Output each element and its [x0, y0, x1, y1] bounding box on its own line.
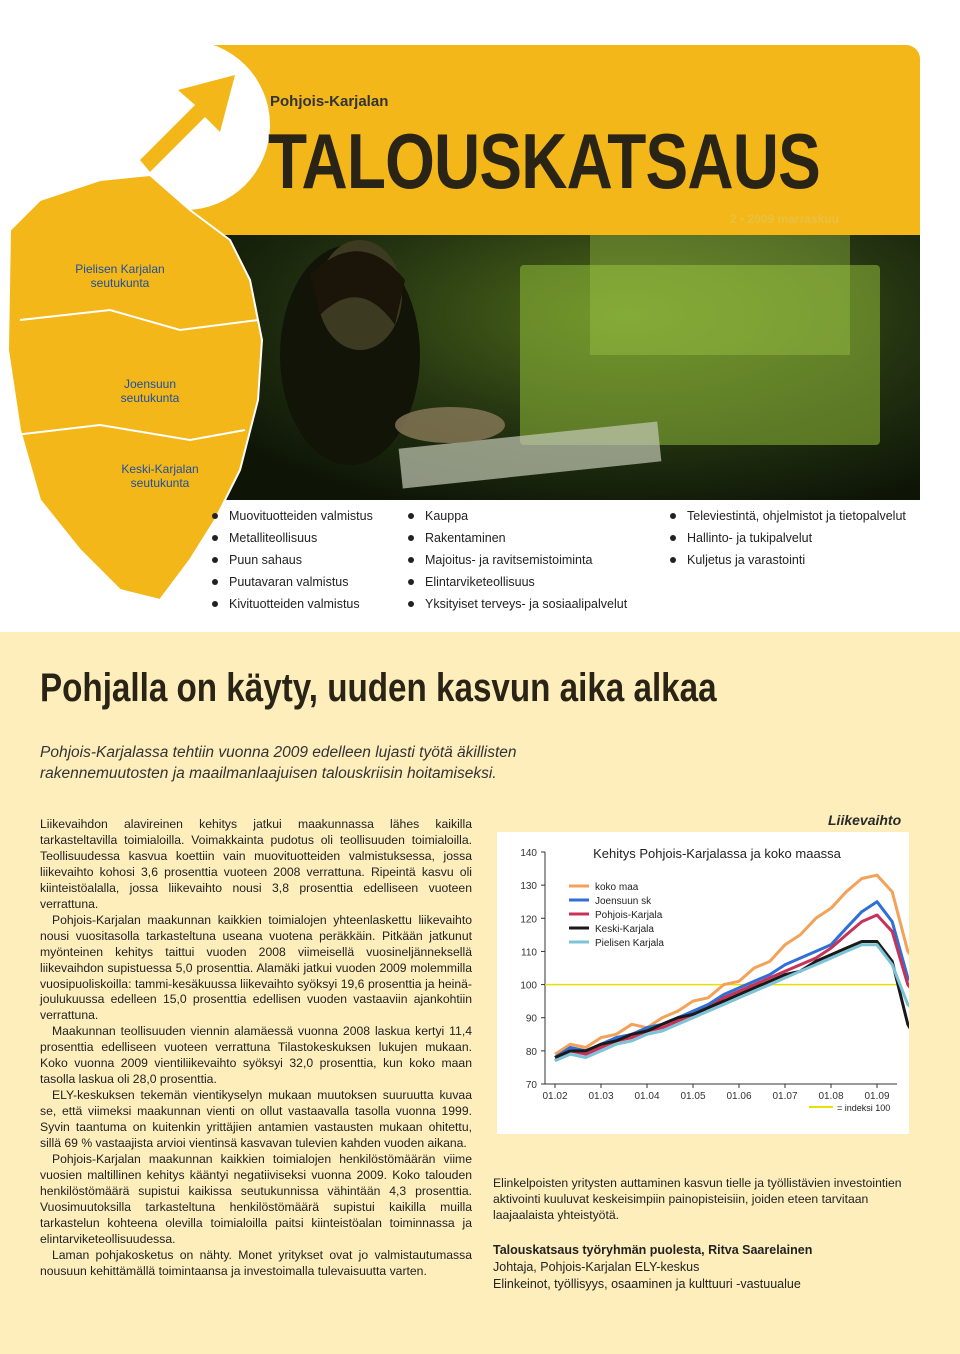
sector-list-1 [212, 505, 373, 615]
signature [493, 1242, 923, 1293]
headline: Pohjalla on käyty, uuden kasvun aika alkaa [40, 666, 717, 710]
y-tick-label: 110 [521, 947, 537, 959]
lead-paragraph: Pohjois-Karjalassa tehtiin vuonna 2009 edelleen lujasti työtä äkillisten rakennemuutosten ja maailmanlaajuisen talouskriisin hoitamiseksi. [40, 744, 517, 782]
sector-item: Kuljetus ja varastointi [670, 549, 906, 571]
body-paragraph: Laman pohjakosketus on nähty. Monet yritykset ovat jo valmistautumassa nousuun kehittämällä toimintaansa ja investoimalla tulevaisuutta varten. [40, 1247, 472, 1278]
body-paragraph: ELY-keskuksen tekemän vientikyselyn mukaan muutoksen suuruutta kuvaa se, että viimeksi maakunnan vienti on ollut vastaavalla tasolla vuonna 1999. Syvin taantuma on kuitenkin yrittäjien antamien vastausten mukaan ohitettu, sillä 69 % vastaajista arvioi vientinsä kasvavan tulevien kahden vuoden aikana. [40, 1088, 472, 1151]
y-tick-label: 130 [520, 881, 537, 893]
x-tick-label: 01.03 [588, 1091, 614, 1102]
photo-illustration [190, 235, 920, 500]
legend-label: Pohjois-Karjala [595, 910, 663, 921]
x-tick-label: 01.08 [818, 1091, 844, 1102]
x-tick-label: 01.06 [726, 1091, 752, 1102]
map-label-keski-karjala: Keski-Karjalan seutukunta [121, 462, 199, 490]
x-tick-label: 01.09 [864, 1091, 890, 1102]
body-text [40, 817, 472, 1280]
sector-item: Kivituotteiden valmistus [212, 593, 373, 615]
cover-photo [190, 235, 920, 500]
legend-label: Keski-Karjala [595, 924, 654, 935]
y-tick-label: 120 [520, 914, 537, 926]
y-tick-label: 100 [520, 980, 537, 992]
sector-item: Puutavaran valmistus [212, 571, 373, 593]
y-tick-label: 90 [525, 1013, 537, 1025]
x-tick-label: 01.02 [542, 1091, 568, 1102]
sector-item: Elintarviketeollisuus [408, 571, 627, 593]
x-tick-label: 01.05 [680, 1091, 706, 1102]
sector-item: Hallinto- ja tukipalvelut [670, 527, 906, 549]
legend-label: Pielisen Karjala [595, 938, 664, 949]
body-paragraph: Pohjois-Karjalan maakunnan kaikkien toimialojen yhteenlaskettu liikevaihto nousi vuositasolla tarkasteltuna useana vuotena peräkkäin. Pitkään jatkunut myönteinen kehitys taittui vuoden 2008 viimeisellä vuosineljänneksellä liikevaihdon supistuessa 5,0 prosenttia. Alamäki jatkui vuoden 2009 molemmilla vuosipuoliskoilla: tammi-kesäkuussa liikevaihto syöksyi 19,6 prosenttia ja heinä-joulukuussa edelleen 15,0 prosenttia edellisen vuoden vastaaviin ajankohtiin verrattuna. [40, 912, 472, 1023]
x-tick-label: 01.07 [772, 1091, 798, 1102]
sector-item: Metalliteollisuus [212, 527, 373, 549]
x-tick-label: 01.04 [634, 1091, 660, 1102]
reference-label: = indeksi 100 [837, 1103, 891, 1113]
signature-line-1: Talouskatsaus työryhmän puolesta, Ritva Saarelainen [493, 1243, 813, 1257]
brand-title: TALOUSKATSAUS [268, 117, 820, 205]
map-label-joensuu: Joensuun seutukunta [120, 377, 180, 405]
sector-item: Yksityiset terveys- ja sosiaalipalvelut [408, 593, 627, 615]
revenue-line-chart [497, 832, 909, 1134]
sector-item: Kauppa [408, 505, 627, 527]
y-tick-label: 140 [520, 848, 537, 859]
body-paragraph: Pohjois-Karjalan maakunnan kaikkien toimialojen henkilöstömäärän viime vuosien maltillinen kehitys kääntyi negatiiviseksi vuonna 2009. Koko talouden henkilöstömäärä supistui kaikissa seutukunnissa vähintään 4,3 prosenttia. Vuosimuutoksilla tarkasteltuna henkilöstömäärä supistui kaikilla muilla tarkastelun kohteena olevilla toimialoilla paitsi kiinteistöalan toiminnassa ja elintarviketeollisuudessa. [40, 1152, 472, 1246]
signature-line-2: Johtaja, Pohjois-Karjalan ELY-keskus [493, 1260, 700, 1274]
legend-label: Joensuun sk [595, 896, 652, 907]
y-tick-label: 80 [525, 1046, 537, 1058]
body-paragraph: Maakunnan teollisuuden viennin alamäessä vuonna 2008 laskua kertyi 11,4 prosenttia edelliseen vuoteen verrattuna Tilastokeskuksen lukujen mukaan. Koko vuonna 2009 vientiliikevaihto syöksyi 32,0 prosenttia, kun koko maan tasolla laskua oli 28,0 prosenttia. [40, 1024, 472, 1087]
map-label-pielinen: Pielisen Karjalan seutukunta [75, 262, 165, 290]
chart-background [497, 832, 909, 1134]
sector-item: Muovituotteiden valmistus [212, 505, 373, 527]
chart-tag: Liikevaihto [828, 812, 902, 828]
sector-list-2 [408, 505, 627, 615]
signature-line-3: Elinkeinot, työllisyys, osaaminen ja kulttuuri -vastuualue [493, 1277, 801, 1291]
closing-paragraph: Elinkelpoisten yritysten auttaminen kasvun tielle ja työllistävien investointien aktivointi kuuluvat keskeisimpiin painopisteisiin, joiden eteen tarvitaan laajaalaista yhteistyötä. [493, 1176, 902, 1222]
sector-item: Televiestintä, ohjelmistot ja tietopalvelut [670, 505, 906, 527]
sector-list-3 [670, 505, 906, 571]
sector-item: Puun sahaus [212, 549, 373, 571]
issue-label: 2 • 2009 marraskuu [730, 212, 839, 226]
legend-label: koko maa [595, 882, 639, 893]
body-paragraph: Liikevaihdon alavireinen kehitys jatkui maakunnassa lähes kaikilla tarkasteltavilla toimialoilla. Voimakkainta pudotus oli teollisuuden toimialoilla. Teollisuudessa kasvua koettiin vain muovituotteiden valmistuksessa, jossa liikevaihto kohosi 3,6 prosenttia vuoteen 2008 verrattuna. Ripeintä kasvu oli kiinteistöalalla, jossa liikevaihto nousi 3,8 prosenttia edelliseen vuoteen verrattuna. [40, 817, 472, 911]
brand-region: Pohjois-Karjalan [270, 93, 389, 110]
sector-item: Majoitus- ja ravitsemistoiminta [408, 549, 627, 571]
y-tick-label: 70 [525, 1080, 537, 1091]
chart-title: Kehitys Pohjois-Karjalassa ja koko maassa [593, 846, 841, 861]
sector-item: Rakentaminen [408, 527, 627, 549]
